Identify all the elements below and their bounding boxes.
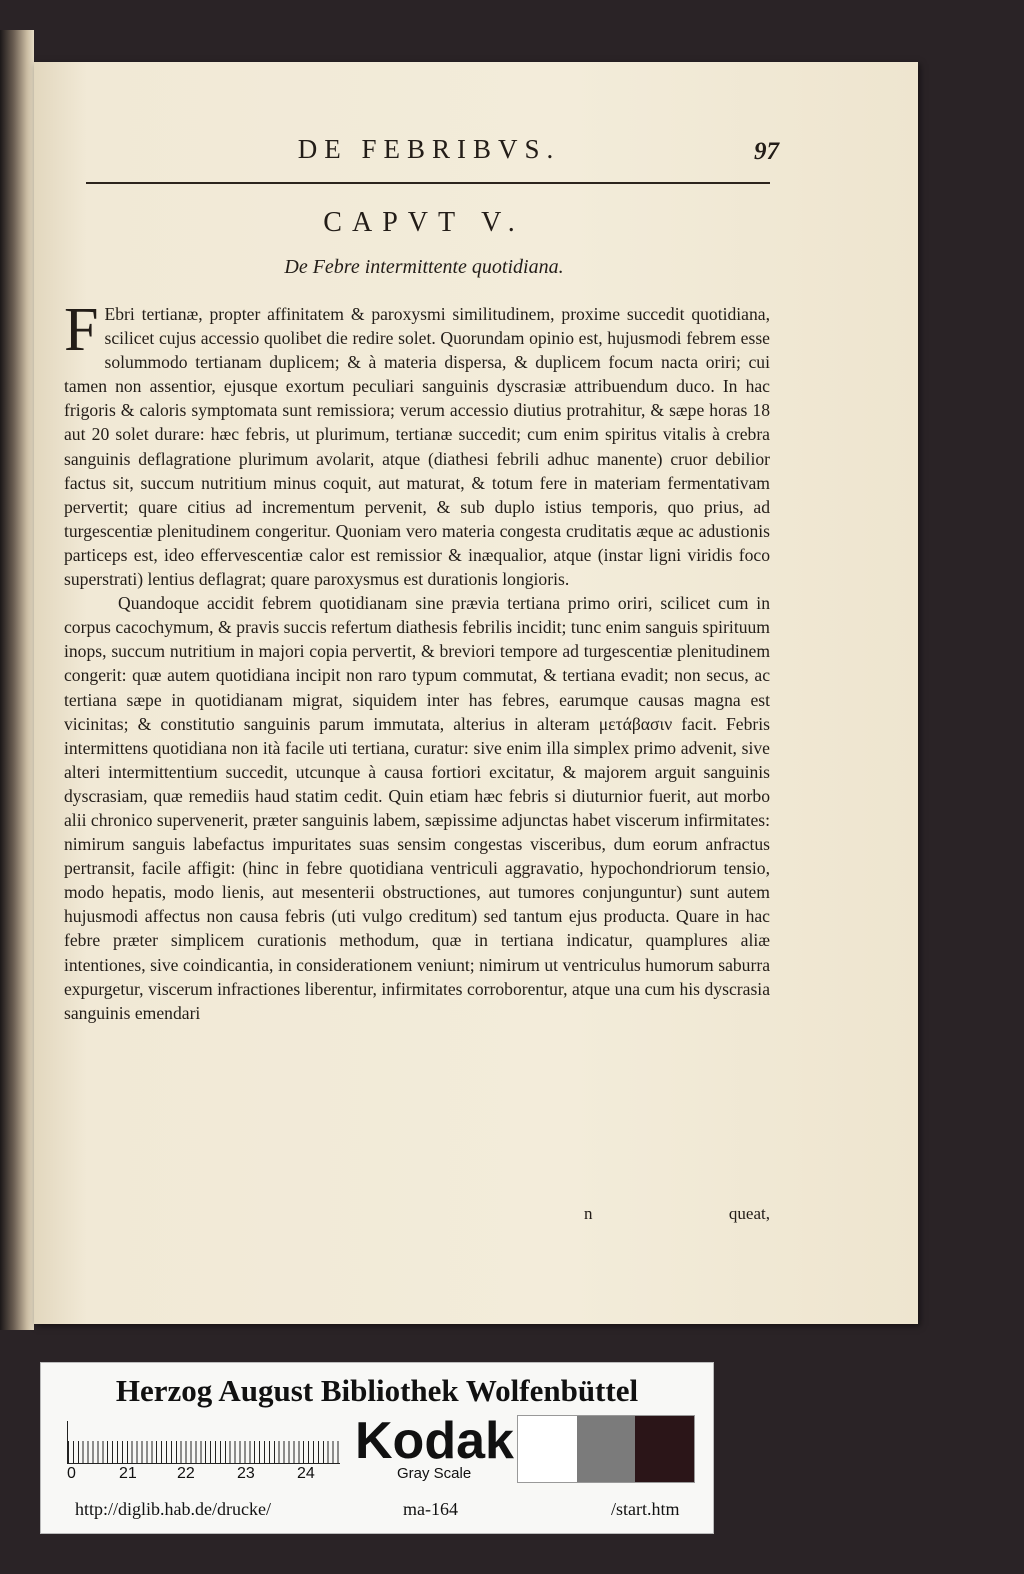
url-right: /start.htm [611, 1499, 680, 1519]
kodak-logo: Kodak [355, 1412, 514, 1470]
ruler-numbers [67, 1465, 367, 1485]
label-footer [41, 1493, 713, 1525]
swatch-gray [577, 1416, 636, 1482]
ruler-number: 24 [297, 1465, 315, 1482]
paragraph-1 [64, 296, 770, 591]
library-label [40, 1362, 714, 1534]
signature-mark: n [584, 1204, 593, 1223]
ruler-number: 23 [237, 1465, 255, 1482]
swatch-white [518, 1416, 577, 1482]
library-name: Herzog August Bibliothek Wolfenbüttel [115, 1373, 639, 1408]
ruler-number: 22 [177, 1465, 195, 1482]
shelfmark: ma-164 [403, 1499, 458, 1519]
paragraph-1-text: Ebri tertianæ, propter affinitatem & paroxysmi similitudinem, proxime succedit quotidiana, scilicet cujus accessio quolibet die redire solet. Quorundam opinio est, hujusmodi febrem esse solummodo tertianam duplicem; & à materia dispersa, & duplicem focum nacta oriri; cui tamen non assentior, ejusque exortum peculiari sanguinis dyscrasiæ attribuendum duco. In hac frigoris & caloris symptomata sunt remissiora; verum accessio diutius protrahitur, & sæpe horas 18 aut 20 solet durare: hæc febris, ut plurimum, tertianæ succedit; cum enim spiritus vitalis à crebra sanguinis deflagratione plurimum avolarit, atque (diathesi febrili adhuc manente) cruor debilior factus sit, succum nutritium minus coquit, aut maturat, & totum fere in materiam fermentativam pervertit; quare citius ad incrementum pervenit, & sub duplo istius temporis, quo prius, ad turgescentiæ plenitudinem congeritur. Quoniam vero materia congesta cruditatis æque ac adustionis particeps est, ideo effervescentiæ calor est remissior & inæqualior, atque (instar ligni viridis foco superstrati) lentius deflagrat; quare paroxysmus est durationis longioris. [64, 304, 770, 590]
body-text [64, 296, 770, 1025]
drop-cap: F [64, 296, 99, 364]
book-page [34, 62, 918, 1324]
page-footer [34, 1204, 770, 1228]
chapter-title: CAPVT V. [323, 207, 525, 238]
ruler-number: 21 [119, 1465, 137, 1482]
ruler-number: 0 [67, 1465, 76, 1482]
gray-scale-swatches [517, 1415, 695, 1483]
ruler-ticks [68, 1441, 340, 1463]
header-rule [86, 182, 770, 184]
previous-page-edge [0, 30, 34, 1330]
gray-scale-label: Gray Scale [397, 1465, 472, 1482]
running-head: DE FEBRIBVS. [297, 134, 561, 164]
paragraph-2: Quandoque accidit febrem quotidianam sine prævia tertiana primo oriri, scilicet cum in corpus cacochymum, & pravis succis refertum diathesis febrilis incidit; tunc enim sanguis spirituum inops, succum nutritium in majori copia pervertit, & breviori tempore ad turgescentiæ plenitudinem congerit: quæ autem quotidiana incipit non raro typum commutat, & tertiana evadit; non secus, ac tertiana sæpe in quotidianam migrat, siquidem inter has febres, earumque causas magna est vicinitas; & constitutio sanguinis parum immutata, alterius in alteram μετάβασιν facit. Febris intermittens quotidiana non ità facile uti tertiana, curatur: sive enim illa simplex primo advenit, sive alteri intermittentium succedit, utcunque à causa fortiori excitatur, & majorem arguit sanguinis dyscrasiam, quæ remediis haud statim cedit. Quin etiam hæc febris si diuturnior fuerit, aut morbo alii chronico supervenerit, præter sanguinis labem, sæpissime adjunctas habet viscerum infirmitates: nimirum sanguis labefactus impuritates suas sensim congestas visceribus, dum eorum anfractus pertransit, facile affigit: (hinc in febre quotidiana ventriculi aggravatio, hypochondriorum tensio, modo hepatis, modo lienis, aut mesenterii obstructiones, aut tumores conjunguntur) sunt autem hujusmodi affectus non causa febris (uti vulgo creditum) sed tantum ejus producta. Quare in hac febre præter simplicem curationis methodum, quæ in tertiana indicatur, quamplures aliæ intentiones, sive coindicantia, in considerationem veniunt; nimirum ut ventriculus humorum saburra expurgetur, viscerum infractiones liberentur, infirmitates corroborentur, atque una cum his dyscrasia sanguinis emendari [64, 593, 770, 1023]
url-left: http://diglib.hab.de/drucke/ [75, 1499, 271, 1519]
ruler-scale [67, 1421, 340, 1464]
swatch-dark [635, 1416, 694, 1482]
catchword: queat, [728, 1204, 770, 1223]
chapter-subtitle: De Febre intermittente quotidiana. [284, 256, 564, 278]
page-number: 97 [754, 138, 779, 165]
